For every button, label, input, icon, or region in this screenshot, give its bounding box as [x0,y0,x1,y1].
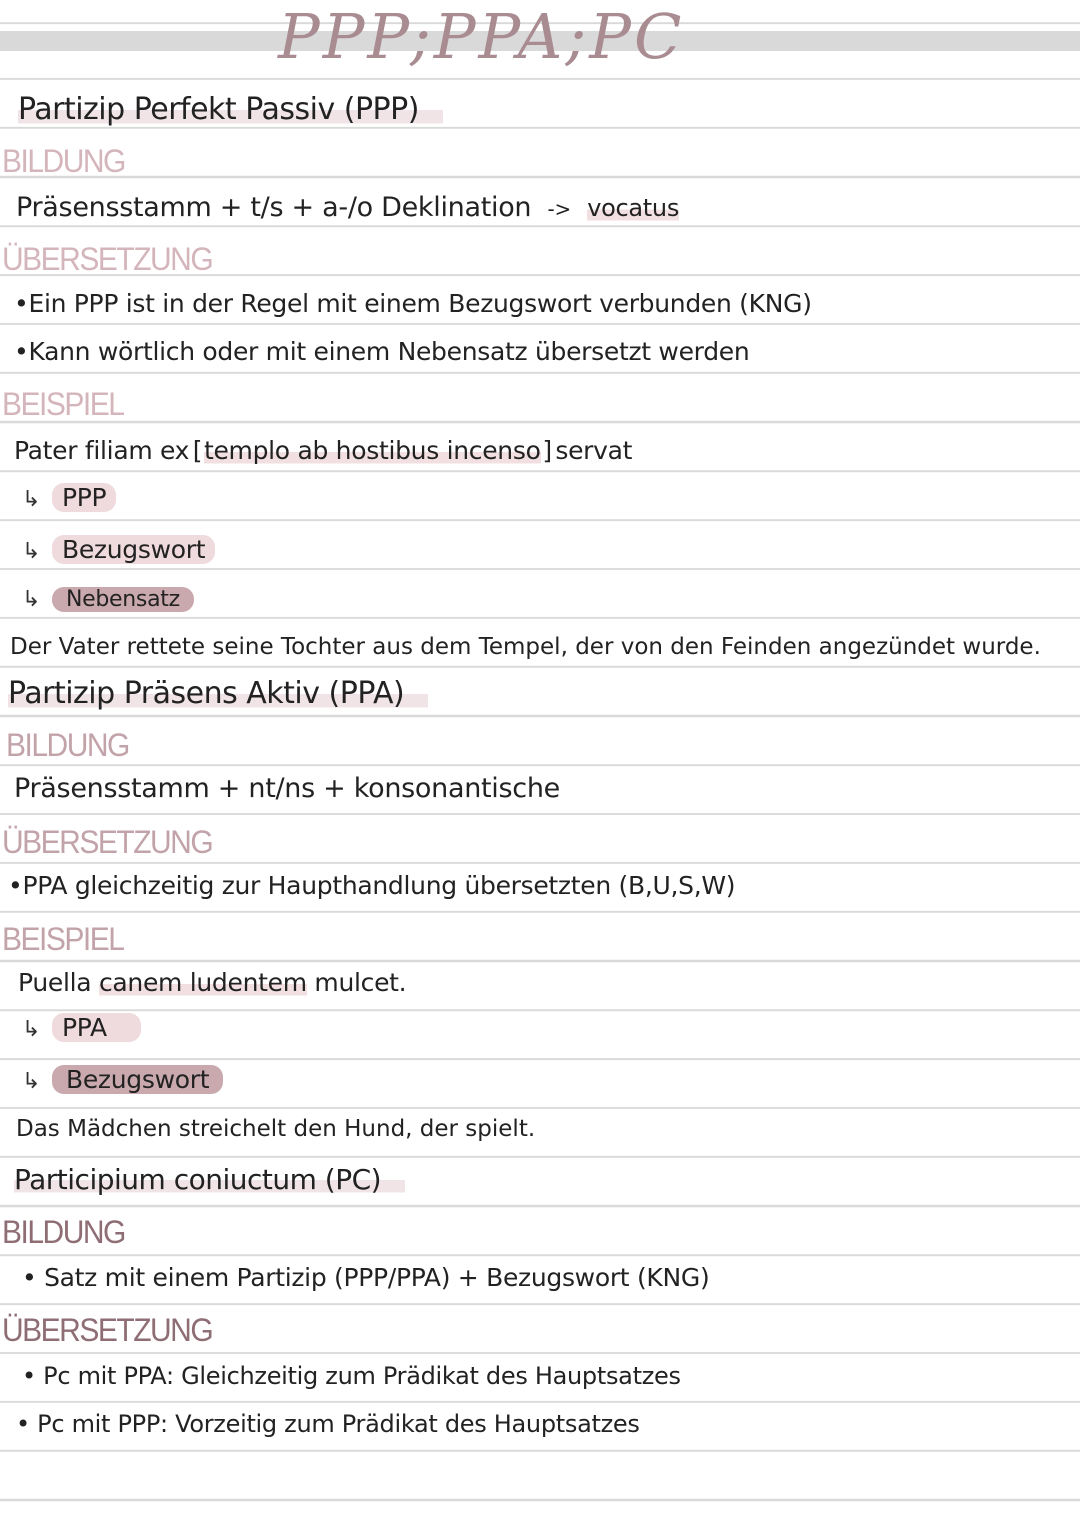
ppp-bullet-2: •Kann wörtlich oder mit einem Nebensatz übersetzt werden [14,337,750,366]
ppp-bildung-example: vocatus [587,194,680,222]
pc-heading: Participium coniuctum (PC) [14,1163,405,1196]
ppa-beispiel-label: BEISPIEL [2,922,124,958]
ppp-heading: Partizip Perfekt Passiv (PPP) [18,92,443,127]
page-title: PPP;PPA;PC [278,0,685,73]
pc-bullet-1: • Satz mit einem Partizip (PPP/PPA) + Bezugswort (KNG) [22,1263,710,1292]
ppp-legend-bezugswort: ↳ Bezugswort [22,535,215,564]
ppa-uebersetzung-label: ÜBERSETZUNG [2,825,213,861]
pc-bullet-2: • Pc mit PPA: Gleichzeitig zum Prädikat des Hauptsatzes [22,1362,681,1390]
ppa-example-sentence: Puella canem ludentem mulcet. [18,968,407,997]
ppa-heading: Partizip Präsens Aktiv (PPA) [8,676,428,711]
ppa-example-highlight: canem ludentem [98,968,307,997]
ppp-beispiel-label: BEISPIEL [2,387,124,423]
ppa-legend-bezugswort: ↳ Bezugswort [22,1065,223,1094]
ppp-example-sentence: Pater filiam ex[templo ab hostibus incenso]servat [14,436,633,465]
pc-bildung-label: BILDUNG [2,1215,125,1251]
ppp-translation: Der Vater rettete seine Tochter aus dem Tempel, der von den Feinden angezündet wurde. [10,634,1041,660]
ppa-bildung-label: BILDUNG [6,728,129,764]
ppp-example-highlight: templo ab hostibus incenso [203,436,541,465]
ppp-legend-nebensatz: ↳ Nebensatz [22,587,194,612]
ppa-bullet-1: •PPA gleichzeitig zur Haupthandlung übersetzten (B,U,S,W) [8,871,736,900]
ppp-bildung-line: Präsensstamm + t/s + a-/o Deklination -> vocatus [16,192,680,223]
pc-uebersetzung-label: ÜBERSETZUNG [2,1313,213,1349]
ppp-bullet-1: •Ein PPP ist in der Regel mit einem Bezugswort verbunden (KNG) [14,289,812,318]
ppa-bildung-line: Präsensstamm + nt/ns + konsonantische [14,773,560,804]
ppp-uebersetzung-label: ÜBERSETZUNG [2,242,213,278]
ppp-legend-ppp: ↳ PPP [22,483,116,512]
ppp-bildung-label: BILDUNG [2,144,125,180]
pc-bullet-3: • Pc mit PPP: Vorzeitig zum Prädikat des Hauptsatzes [16,1410,640,1438]
ppa-translation: Das Mädchen streichelt den Hund, der spielt. [16,1116,536,1142]
ppa-legend-ppa: ↳ PPA [22,1013,141,1042]
